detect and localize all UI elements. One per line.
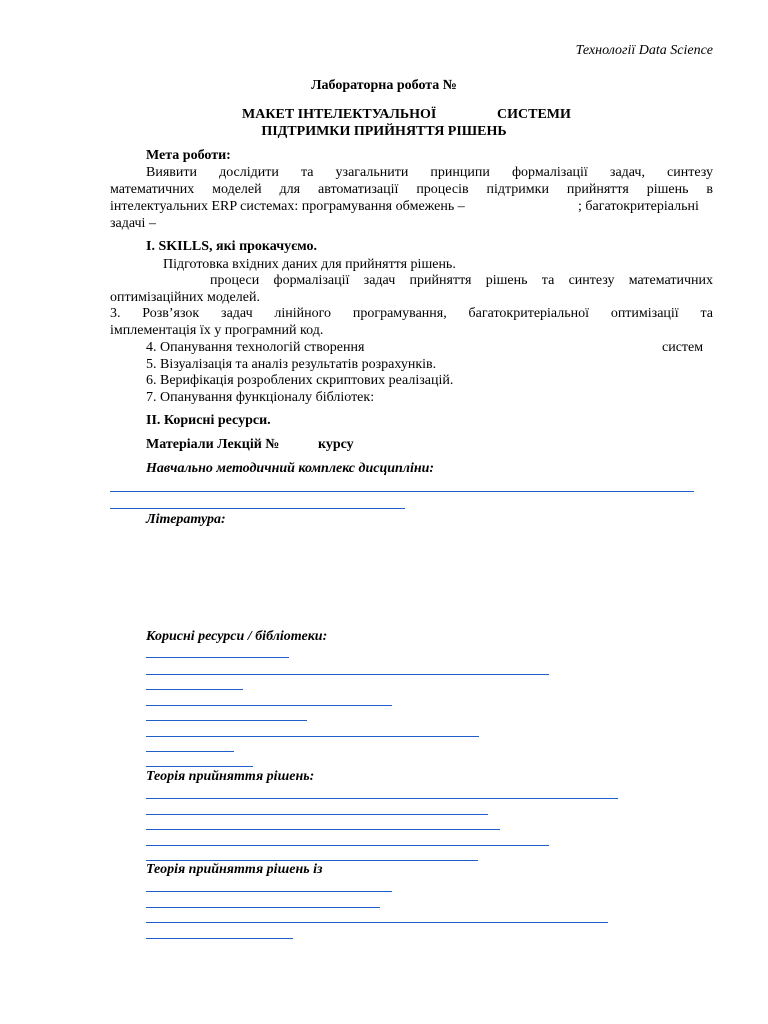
theory-with-heading: Теорія прийняття рішень із	[146, 862, 323, 877]
lib-link-8[interactable]	[146, 766, 253, 767]
nmk-link-2[interactable]	[110, 508, 405, 509]
theory-link-3[interactable]	[146, 829, 500, 830]
theory-link-1[interactable]	[146, 798, 618, 799]
lab-title: Лабораторна робота №	[311, 78, 457, 93]
lib-link-2[interactable]	[146, 674, 549, 675]
theory-with-link-3[interactable]	[146, 922, 608, 923]
lectures-label: Матеріали Лекцій №	[146, 437, 280, 452]
lib-link-4[interactable]	[146, 705, 392, 706]
resources-heading: II. Корисні ресурси.	[146, 413, 271, 428]
goal-line-2: математичних моделей для автоматизації процесів підтримки прийняття рішень в	[110, 182, 713, 197]
theory-link-2[interactable]	[146, 814, 488, 815]
lib-link-3[interactable]	[146, 689, 243, 690]
goal-line-4: задачі –	[110, 216, 156, 231]
skill-item-3a: 3. Розв’язок задач лінійного програмування, багатокритеріальної оптимізації та	[110, 306, 713, 321]
lib-link-5[interactable]	[146, 720, 307, 721]
nmk-link-1[interactable]	[110, 491, 694, 492]
goal-line-3a: інтелектуальних ERP системах: програмування обмежень –	[110, 199, 465, 214]
lib-link-6[interactable]	[146, 736, 479, 737]
goal-line-1: Виявити дослідити та узагальнити принципи формалізації задач, синтезу	[146, 165, 713, 180]
skill-item-2b: оптимізаційних моделей.	[110, 290, 260, 305]
theory-heading: Теорія прийняття рішень:	[146, 769, 315, 784]
running-header: Технології Data Science	[575, 43, 713, 58]
lectures-course: курсу	[318, 437, 354, 452]
title-line1-part1: МАКЕТ ІНТЕЛЕКТУАЛЬНОЇ	[242, 107, 437, 122]
title-line2: ПІДТРИМКИ ПРИЙНЯТТЯ РІШЕНЬ	[261, 124, 507, 139]
libs-heading: Корисні ресурси / бібліотеки:	[146, 629, 328, 644]
goal-line-3b: ; багатокритеріальні	[578, 199, 699, 214]
literature-heading: Література:	[146, 512, 226, 527]
skill-item-3b: імплементація їх у програмний код.	[110, 323, 324, 338]
theory-link-5[interactable]	[146, 860, 478, 861]
theory-with-link-2[interactable]	[146, 907, 380, 908]
theory-with-link-4[interactable]	[146, 938, 293, 939]
skill-item-6: 6. Верифікація розроблених скриптових реалізацій.	[146, 373, 454, 388]
theory-link-4[interactable]	[146, 845, 549, 846]
skill-item-1: Підготовка вхідних даних для прийняття рішень.	[163, 257, 456, 272]
lib-link-1[interactable]	[146, 657, 289, 658]
title-line1-part2: СИСТЕМИ	[497, 107, 571, 122]
theory-with-link-1[interactable]	[146, 891, 392, 892]
nmk-heading: Навчально методичний комплекс дисципліни:	[146, 461, 435, 476]
skill-item-7: 7. Опанування функціоналу бібліотек:	[146, 390, 375, 405]
skill-item-4a: 4. Опанування технологій створення	[146, 340, 365, 355]
skill-item-5: 5. Візуалізація та аналіз результатів розрахунків.	[146, 357, 437, 372]
goal-heading: Мета роботи:	[146, 148, 231, 163]
skills-heading: I. SKILLS, які прокачуємо.	[146, 239, 318, 254]
skill-item-2a: процеси формалізації задач прийняття рішень та синтезу математичних	[210, 273, 713, 288]
lib-link-7[interactable]	[146, 751, 234, 752]
skill-item-4b: систем	[662, 340, 704, 355]
